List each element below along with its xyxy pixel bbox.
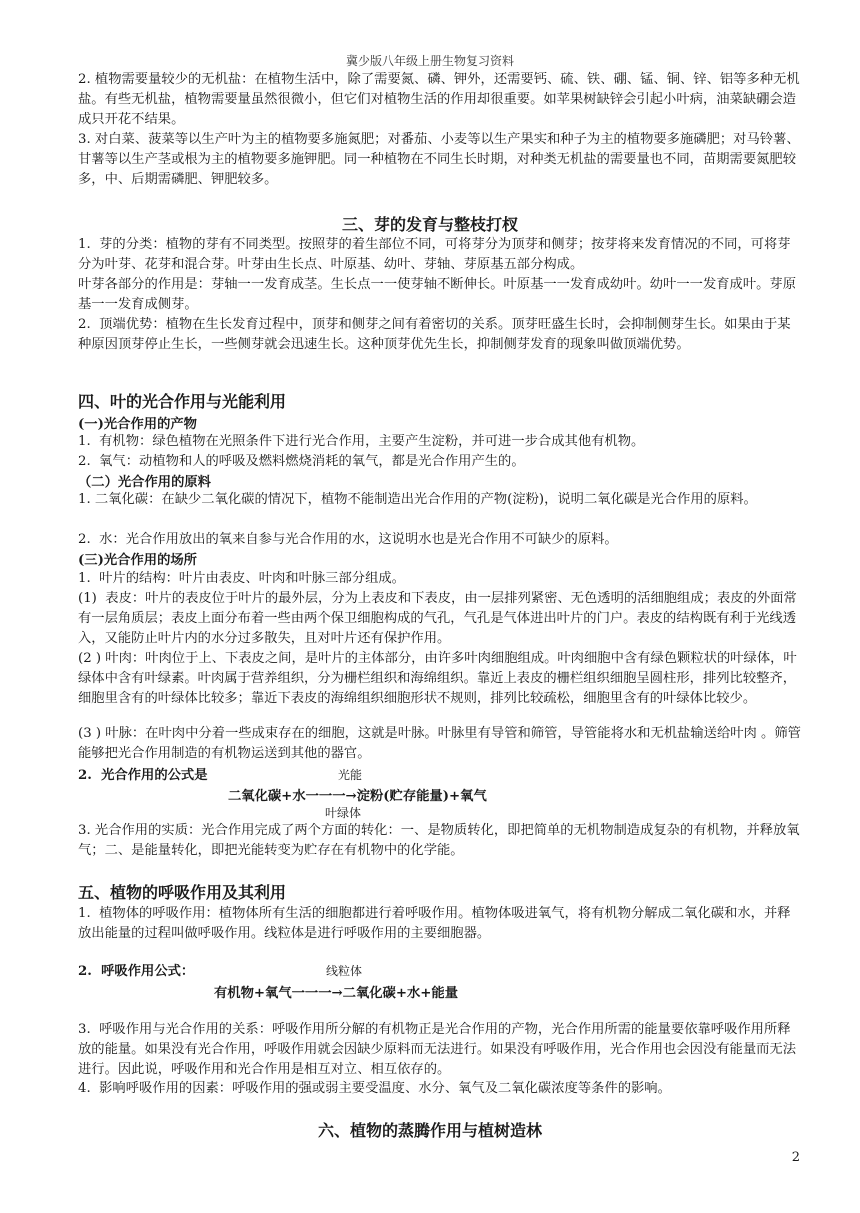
page-number: 2	[791, 1150, 800, 1165]
respiration-formula: 有机物+氧气一一一→二氧化碳+水+能量	[214, 986, 459, 1001]
section-heading-respiration: 五、植物的呼吸作用及其利用	[78, 883, 287, 902]
section-heading-transpiration: 六、植物的蒸腾作用与植树造林	[317, 1121, 542, 1140]
subheading-site: (三)光合作用的场所	[78, 553, 197, 568]
page-header: 冀少版八年级上册生物复习资料	[345, 54, 514, 68]
section-heading-bud: 三、芽的发育与整枝打杈	[341, 215, 518, 234]
respiration-formula-label: 2. 呼吸作用公式：	[78, 964, 195, 979]
paragraph-photosynthesis-essence: 3. 光合作用的实质：光合作用完成了两个方面的转化：一、是物质转化，即把简单的无机物制造成复杂的有机物，并释放氧气；二、是能量转化，即把光能转变为贮存在有机物中的化学能。	[78, 823, 800, 858]
formula-site-mitochondria: 线粒体	[326, 964, 363, 978]
paragraph-bud-types: 1. 芽的分类：植物的芽有不同类型。按照芽的着生部位不同，可将芽分为顶芽和侧芽；按芽将来发育情况的不同，可将芽分为叶芽、花芽和混合芽。叶芽由生长点、叶原基、幼叶、芽轴、芽原基五部分构成。	[78, 237, 791, 272]
paragraph-leaf-structure: 1. 叶片的结构：叶片由表皮、叶肉和叶脉三部分组成。	[78, 571, 405, 586]
paragraph-mesophyll: (2 ) 叶肉：叶肉位于上、下表皮之间，是叶片的主体部分，由许多叶肉细胞组成。叶肉细胞中含有绿色颗粒状的叶绿体，叶绿体中含有叶绿素。叶肉属于营养组织，分为栅栏组织和海绵组织。靠近上表皮的栅栏组织细胞呈圆柱形，排列比较整齐，细胞里含有的叶绿体比较多；靠近下表皮的海绵组织细胞形状不规则，排列比较疏松，细胞里含有的叶绿体比较少。	[78, 651, 797, 706]
subheading-raw-materials: （二）光合作用的原料	[78, 475, 211, 490]
formula-condition-light: 光能	[338, 768, 363, 782]
paragraph-mineral-3: 3. 对白菜、菠菜等以生产叶为主的植物要多施氮肥；对番茄、小麦等以生产果实和种子为主的植物要多施磷肥；对马铃薯、甘薯等以生产茎或根为主的植物要多施钾肥。同一种植物在不同生长时期，对种类无机盐的需要量也不同，苗期需要氮肥较多，中、后期需磷肥、钾肥较多。	[78, 132, 800, 187]
paragraph-product-oxygen: 2. 氧气：动植物和人的呼吸及燃料燃烧消耗的氧气，都是光合作用产生的。	[78, 454, 525, 469]
paragraph-mineral-2: 2. 植物需要量较少的无机盐：在植物生活中，除了需要氮、磷、钾外，还需要钙、硫、铁、硼、锰、铜、锌、铝等多种无机盐。有些无机盐，植物需要量虽然很微小，但它们对植物生活的作用却很重要。如苹果树缺锌会引起小叶病，油菜缺硼会造成只开花不结果。	[78, 72, 800, 127]
photosynthesis-formula: 二氧化碳+水一一一→淀粉(贮存能量)+氧气	[228, 789, 487, 804]
paragraph-respiration-factors: 4. 影响呼吸作用的因素：呼吸作用的强或弱主要受温度、水分、氧气及二氧化碳浓度等条件的影响。	[78, 1081, 671, 1096]
subheading-products: (一)光合作用的产物	[78, 417, 197, 432]
paragraph-bud-parts: 叶芽各部分的作用是：芽轴一一发育成茎。生长点一一使芽轴不断伸长。叶原基一一发育成幼叶。幼叶一一发育成叶。芽原基一一发育成侧芽。	[78, 277, 797, 312]
paragraph-apical-dominance: 2. 顶端优势：植物在生长发育过程中，顶芽和侧芽之间有着密切的关系。顶芽旺盛生长时，会抑制侧芽生长。如果由于某种原因顶芽停止生长，一些侧芽就会迅速生长。这种顶芽优先生长，抑制侧芽发育的现象叫做顶端优势。	[78, 317, 791, 352]
section-heading-photosynthesis: 四、叶的光合作用与光能利用	[78, 392, 287, 411]
paragraph-raw-co2: 1. 二氧化碳：在缺少二氧化碳的情况下，植物不能制造出光合作用的产物(淀粉)，说明二氧化碳是光合作用的原料。	[78, 492, 757, 507]
photosynthesis-formula-label: 2. 光合作用的公式是	[78, 768, 208, 783]
formula-site-chloroplast: 叶绿体	[325, 806, 362, 820]
paragraph-epidermis: (1) 表皮：叶片的表皮位于叶片的最外层，分为上表皮和下表皮，由一层排列紧密、无色透明的活细胞组成；表皮的外面常有一层角质层；表皮上面分布着一些由两个保卫细胞构成的气孔，气孔是气体进出叶片的门户。表皮的结构既有利于光线透入，又能防止叶片内的水分过多散失，且对叶片还有保护作用。	[78, 591, 797, 646]
paragraph-product-organic: 1. 有机物：绿色植物在光照条件下进行光合作用，主要产生淀粉，并可进一步合成其他有机物。	[78, 434, 645, 449]
paragraph-raw-water: 2. 水：光合作用放出的氧来自参与光合作用的水，这说明水也是光合作用不可缺少的原料。	[78, 532, 618, 547]
paragraph-respiration-relation: 3. 呼吸作用与光合作用的关系：呼吸作用所分解的有机物正是光合作用的产物，光合作用所需的能量要依靠呼吸作用所释放的能量。如果没有光合作用，呼吸作用就会因缺少原料而无法进行。如果没有呼吸作用，光合作用也会因没有能量而无法进行。因此说，呼吸作用和光合作用是相互对立、相互依存的。	[78, 1022, 797, 1077]
paragraph-respiration: 1. 植物体的呼吸作用：植物体所有生活的细胞都进行着呼吸作用。植物体吸进氧气，将有机物分解成二氧化碳和水，并释放出能量的过程叫做呼吸作用。线粒体是进行呼吸作用的主要细胞器。	[78, 906, 791, 941]
paragraph-vein: (3 ) 叶脉：在叶肉中分着一些成束存在的细胞，这就是叶脉。叶脉里有导管和筛管，导管能将水和无机盐输送给叶肉 。筛管能够把光合作用制造的有机物运送到其他的器官。	[78, 726, 801, 761]
